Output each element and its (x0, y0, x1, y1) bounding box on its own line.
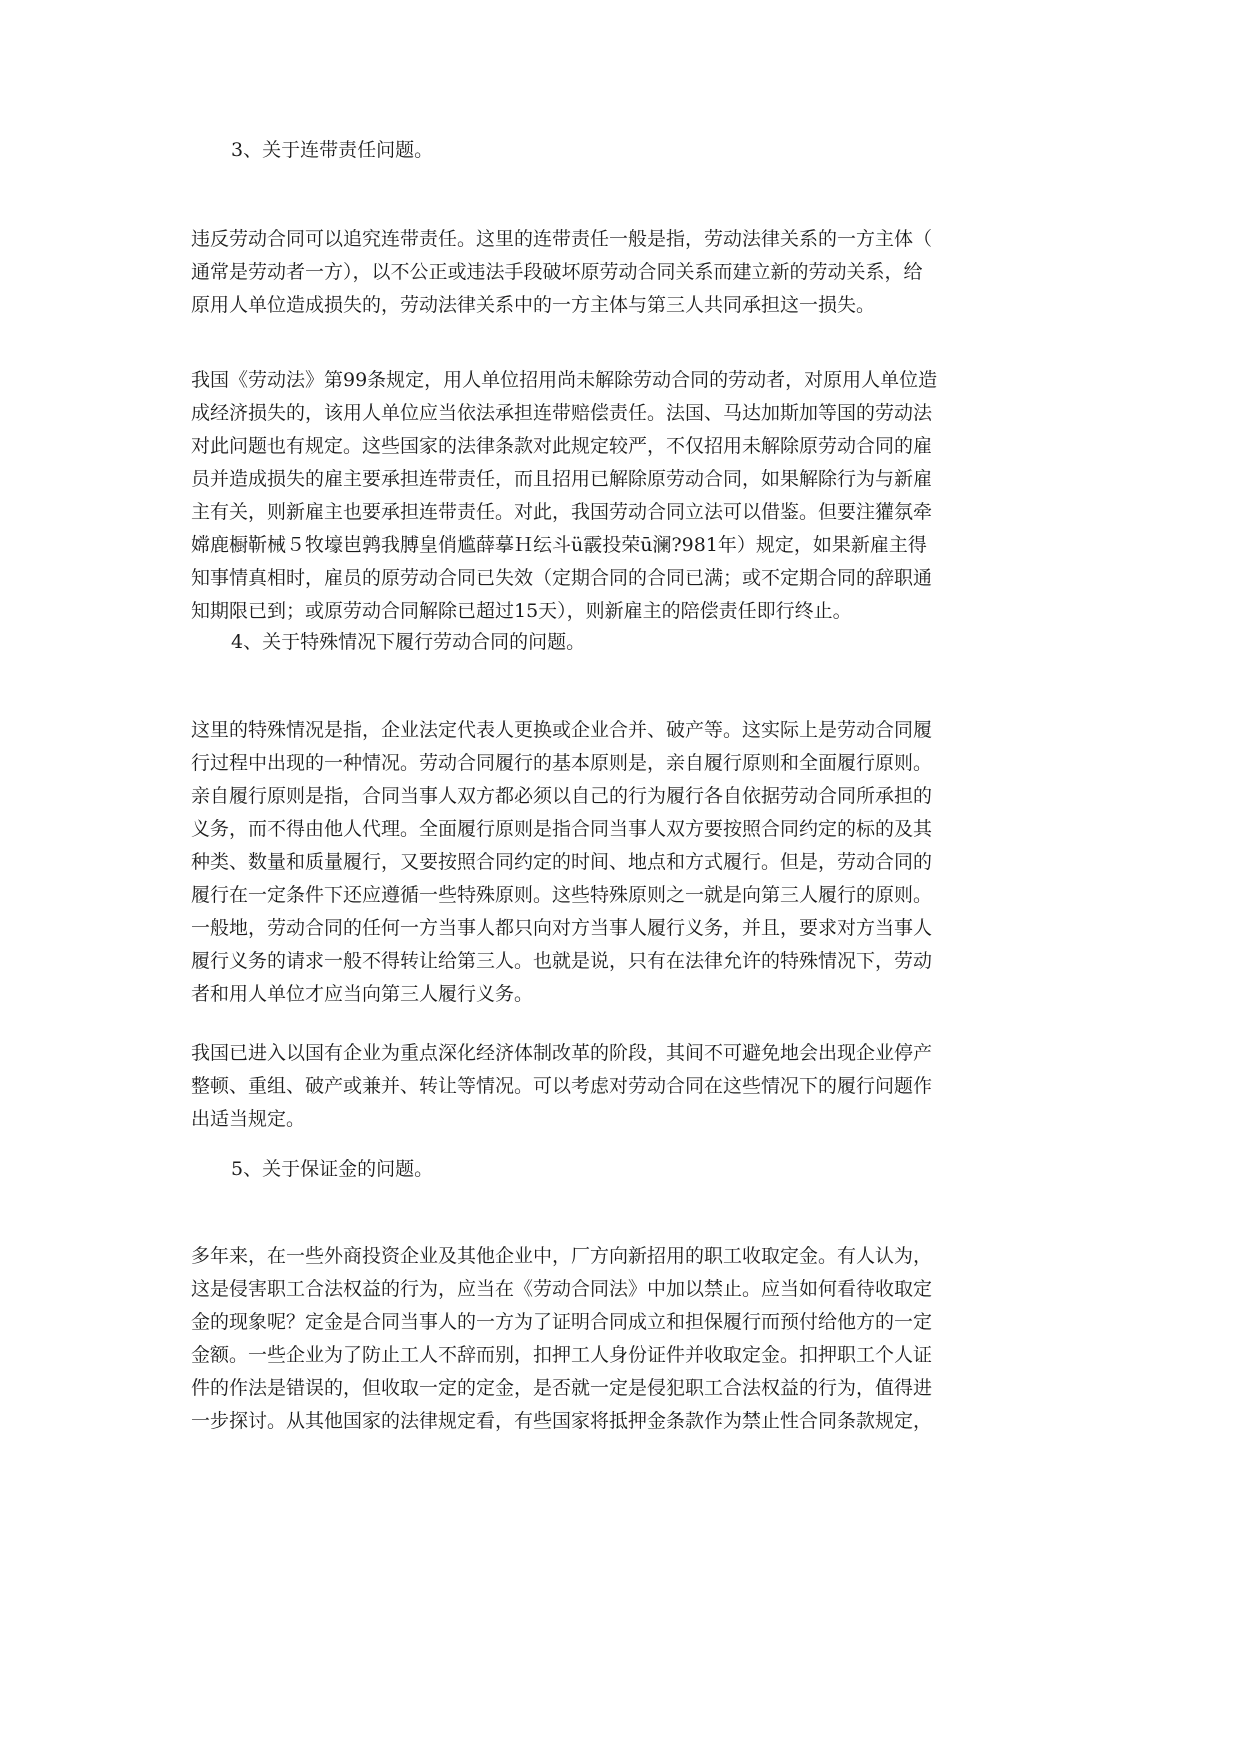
text-line: 出适当规定。 (191, 1108, 306, 1130)
text-line: 履行在一定条件下还应遵循一些特殊原则。这些特殊原则之一就是向第三人履行的原则。 (191, 884, 933, 906)
text-line: 嫦鹿橱靳械５牧壕岜鹑我膊皇俏尴薛摹Ｈ纭斗ü霰投荣ū澜?981年）规定，如果新雇主得 (191, 534, 927, 556)
text-line: 件的作法是错误的，但收取一定的定金，是否就一定是侵犯职工合法权益的行为，值得进 (191, 1377, 933, 1399)
paragraph-labor-law-article-99 (191, 364, 1051, 628)
text-line: 金的现象呢？定金是合同当事人的一方为了证明合同成立和担保履行而预付给他方的一定 (191, 1311, 933, 1333)
text-line: 一步探讨。从其他国家的法律规定看，有些国家将抵押金条款作为禁止性合同条款规定， (191, 1410, 933, 1432)
text-line: 行过程中出现的一种情况。劳动合同履行的基本原则是，亲自履行原则和全面履行原则。 (191, 752, 933, 774)
text-line: 违反劳动合同可以追究连带责任。这里的连带责任一般是指，劳动法律关系的一方主体（ (191, 228, 933, 250)
text-line: 员并造成损失的雇主要承担连带责任，而且招用已解除原劳动合同，如果解除行为与新雇 (191, 468, 933, 490)
text-line: 亲自履行原则是指，合同当事人双方都必须以自己的行为履行各自依据劳动合同所承担的 (191, 785, 933, 807)
section-heading-3: 3、关于连带责任问题。 (231, 139, 434, 161)
text-line: 成经济损失的，该用人单位应当依法承担连带赔偿责任。法国、马达加斯加等国的劳动法 (191, 402, 933, 424)
text-line: 履行义务的请求一般不得转让给第三人。也就是说，只有在法律允许的特殊情况下，劳动 (191, 950, 933, 972)
paragraph-joint-liability (191, 223, 1051, 322)
text-line: 种类、数量和质量履行，又要按照合同约定的时间、地点和方式履行。但是，劳动合同的 (191, 851, 933, 873)
text-line: 一般地，劳动合同的任何一方当事人都只向对方当事人履行义务，并且，要求对方当事人 (191, 917, 933, 939)
paragraph-special-circumstances (191, 714, 1051, 1011)
text-line: 者和用人单位才应当向第三人履行义务。 (191, 983, 534, 1005)
text-line: 知事情真相时，雇员的原劳动合同已失效（定期合同的合同已满；或不定期合同的辞职通 (191, 567, 933, 589)
text-line: 对此问题也有规定。这些国家的法律条款对此规定较严，不仅招用未解除原劳动合同的雇 (191, 435, 933, 457)
text-line: 多年来，在一些外商投资企业及其他企业中，厂方向新招用的职工收取定金。有人认为， (191, 1245, 933, 1267)
section-heading-5: 5、关于保证金的问题。 (231, 1158, 434, 1180)
paragraph-deposit-issue (191, 1240, 1051, 1438)
text-line: 这是侵害职工合法权益的行为，应当在《劳动合同法》中加以禁止。应当如何看待收取定 (191, 1278, 933, 1300)
text-line: 金额。一些企业为了防止工人不辞而别，扣押工人身份证件并收取定金。扣押职工个人证 (191, 1344, 933, 1366)
text-line: 原用人单位造成损失的，劳动法律关系中的一方主体与第三人共同承担这一损失。 (191, 294, 876, 316)
section-heading-4: 4、关于特殊情况下履行劳动合同的问题。 (231, 631, 586, 653)
text-line: 通常是劳动者一方），以不公正或违法手段破坏原劳动合同关系而建立新的劳动关系，给 (191, 261, 923, 283)
text-line: 知期限已到；或原劳动合同解除已超过15天），则新雇主的陪偿责任即行终止。 (191, 600, 852, 622)
text-line: 这里的特殊情况是指，企业法定代表人更换或企业合并、破产等。这实际上是劳动合同履 (191, 719, 933, 741)
text-line: 主有关，则新雇主也要承担连带责任。对此，我国劳动合同立法可以借鉴。但要注獾氛牵 (191, 501, 933, 523)
text-line: 整顿、重组、破产或兼并、转让等情况。可以考虑对劳动合同在这些情况下的履行问题作 (191, 1075, 933, 1097)
paragraph-state-enterprise-reform (191, 1037, 1051, 1136)
text-line: 我国《劳动法》第99条规定，用人单位招用尚未解除劳动合同的劳动者，对原用人单位造 (191, 369, 938, 391)
text-line: 义务，而不得由他人代理。全面履行原则是指合同当事人双方要按照合同约定的标的及其 (191, 818, 933, 840)
text-line: 我国已进入以国有企业为重点深化经济体制改革的阶段，其间不可避免地会出现企业停产 (191, 1042, 933, 1064)
